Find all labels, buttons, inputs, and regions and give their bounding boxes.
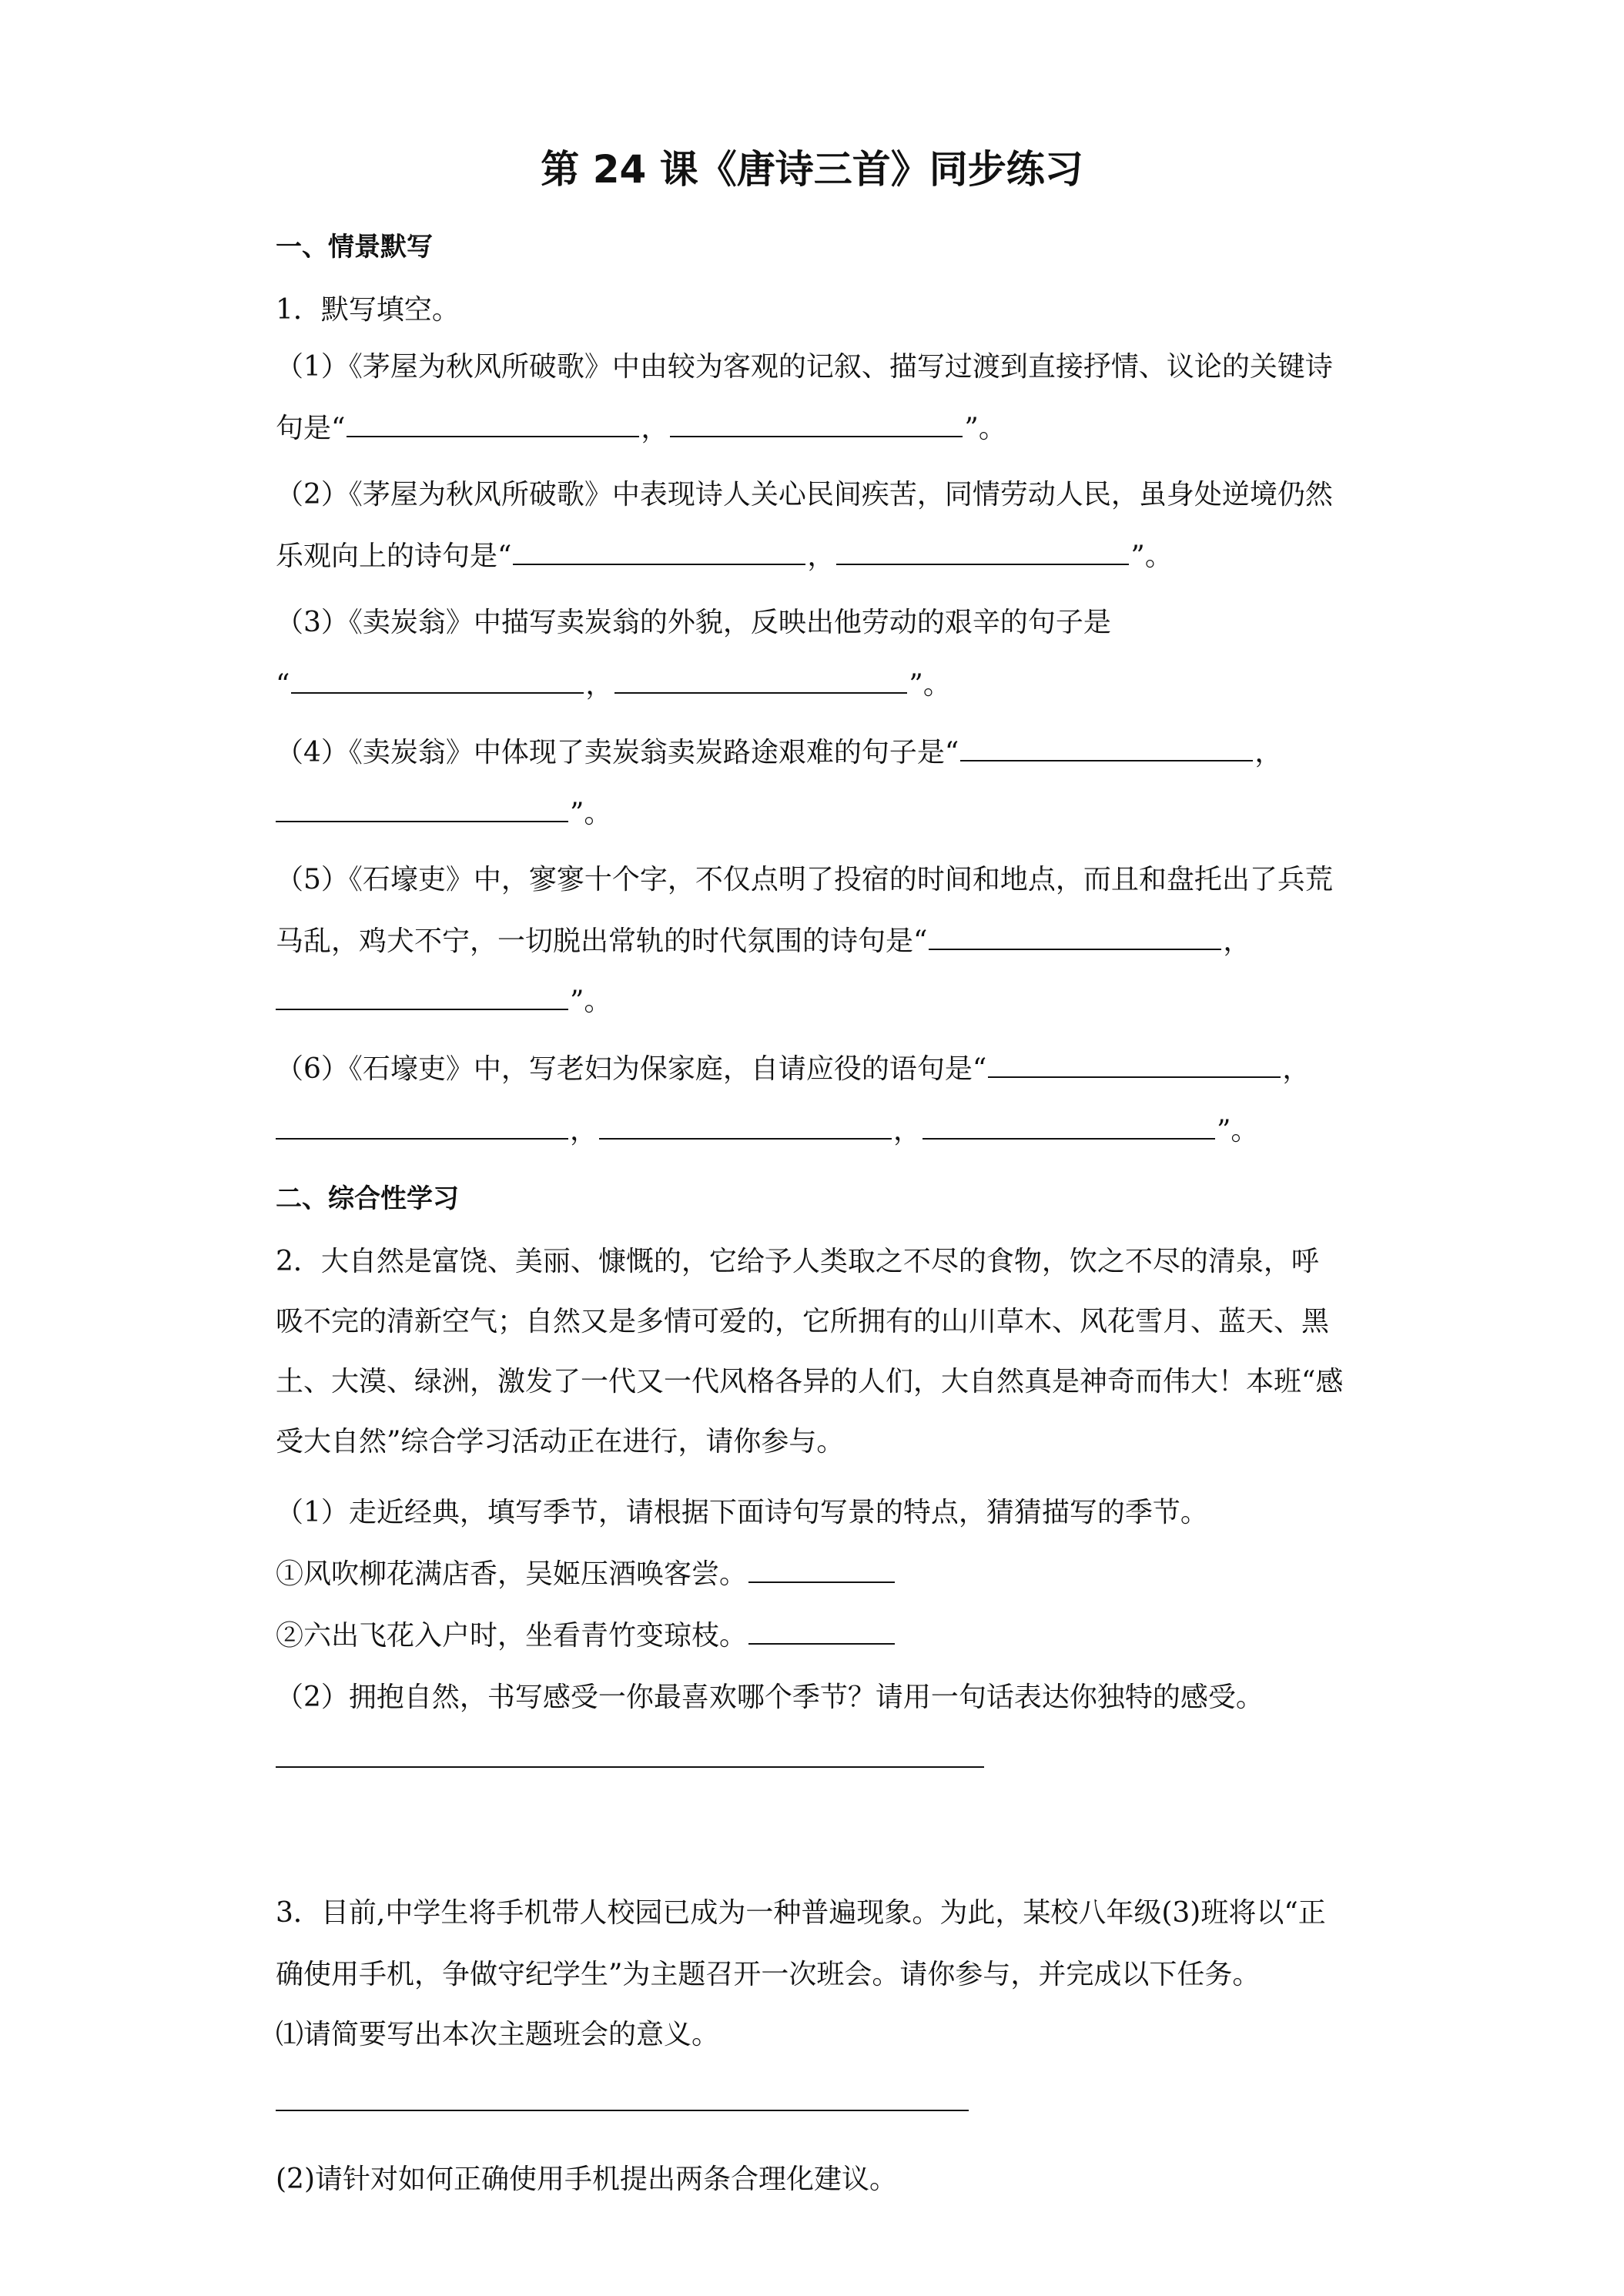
q1-part3-line2 <box>276 664 951 705</box>
q2-line1: 2．大自然是富饶、美丽、慷慨的，它给予人类取之不尽的食物，饮之不尽的清泉，呼 <box>276 1246 1319 1277</box>
section-heading-comprehensive: 二、综合性学习 <box>276 1183 459 1214</box>
season-blank[interactable] <box>748 1615 895 1645</box>
answer-blank[interactable] <box>836 536 1129 565</box>
answer-blank[interactable] <box>291 664 584 694</box>
q1-part2-prefix: 乐观向上的诗句是“ <box>276 541 512 572</box>
closing-quote: ”。 <box>570 798 612 829</box>
q2-line4: 受大自然”综合学习活动正在进行，请你参与。 <box>276 1426 845 1458</box>
closing-quote: ”。 <box>1217 1115 1259 1146</box>
q2-sub1: （1）走近经典，填写季节，请根据下面诗句写景的特点，猜猜描写的季节。 <box>276 1497 1208 1528</box>
closing-quote: ”。 <box>964 413 1006 444</box>
page-title: 第 24 课《唐诗三首》同步练习 <box>541 147 1083 192</box>
q1-part3-line1: （3）《卖炭翁》中描写卖炭翁的外貌，反映出他劳动的艰辛的句子是 <box>276 607 1111 638</box>
q1-part6-line1 <box>276 1049 1310 1089</box>
q1-part1-line1: （1）《茅屋为秋风所破歌》中由较为客观的记叙、描写过渡到直接抒情、议论的关键诗 <box>276 351 1333 383</box>
q1-part5-line1: （5）《石壕吏》中，寥寥十个字，不仅点明了投宿的时间和地点，而且和盘托出了兵荒 <box>276 864 1333 895</box>
q2-item2 <box>276 1615 896 1655</box>
question-1-stem: 1．默写填空。 <box>276 294 460 326</box>
q1-part3-prefix: “ <box>276 669 290 701</box>
answer-blank[interactable] <box>347 408 639 437</box>
answer-line[interactable] <box>276 2110 969 2111</box>
q2-sub2: （2）拥抱自然，书写感受一你最喜欢哪个季节？请用一句话表达你独特的感受。 <box>276 1682 1264 1713</box>
answer-blank[interactable] <box>276 1110 568 1140</box>
q1-part6-line2 <box>276 1110 1258 1150</box>
comma: ， <box>1223 925 1251 957</box>
q2-line3: 土、大漠、绿洲，激发了一代又一代风格各异的人们，大自然真是神奇而伟大！本班“感 <box>276 1366 1344 1397</box>
q1-part2-line1: （2）《茅屋为秋风所破歌》中表现诗人关心民间疾苦，同情劳动人民，虽身处逆境仍然 <box>276 479 1333 510</box>
q1-part2-line2 <box>276 536 1173 576</box>
comma: ， <box>1282 1053 1311 1085</box>
comma: ， <box>570 1115 598 1146</box>
q2-line2: 吸不完的清新空气；自然又是多情可爱的，它所拥有的山川草木、风花雪月、蓝天、黑 <box>276 1306 1330 1337</box>
answer-blank[interactable] <box>276 793 568 822</box>
answer-blank[interactable] <box>670 408 963 437</box>
section-heading-dictation: 一、情景默写 <box>276 232 433 263</box>
q1-part4-prefix: （4）《卖炭翁》中体现了卖炭翁卖炭路途艰难的句子是“ <box>276 737 959 768</box>
poem-line: ②六出飞花入户时，坐看青竹变琼枝。 <box>276 1620 748 1652</box>
season-blank[interactable] <box>748 1554 895 1583</box>
closing-quote: ”。 <box>1130 541 1173 572</box>
q1-part4-line1 <box>276 732 1282 772</box>
answer-blank[interactable] <box>988 1049 1281 1078</box>
poem-line: ①风吹柳花满店香，吴姬压酒唤客尝。 <box>276 1558 748 1590</box>
closing-quote: ”。 <box>570 986 612 1017</box>
q1-part5-line3 <box>276 981 611 1021</box>
answer-blank[interactable] <box>513 536 805 565</box>
comma: ， <box>1254 737 1283 768</box>
answer-blank[interactable] <box>960 732 1253 761</box>
answer-blank[interactable] <box>276 981 568 1010</box>
q1-part5-line2 <box>276 921 1251 961</box>
q1-part6-prefix: （6）《石壕吏》中，写老妇为保家庭，自请应役的语句是“ <box>276 1053 987 1085</box>
q3-sub1: ⑴请简要写出本次主题班会的意义。 <box>276 2019 720 2050</box>
comma: ， <box>807 541 835 572</box>
comma: ， <box>585 669 614 701</box>
q1-part4-line2 <box>276 793 611 833</box>
answer-blank[interactable] <box>922 1110 1215 1140</box>
answer-blank[interactable] <box>614 664 907 694</box>
answer-line[interactable] <box>276 1766 984 1768</box>
answer-blank[interactable] <box>599 1110 892 1140</box>
closing-quote: ”。 <box>909 669 951 701</box>
answer-blank[interactable] <box>929 921 1221 950</box>
q3-sub2: (2)请针对如何正确使用手机提出两条合理化建议。 <box>276 2164 897 2195</box>
q1-part1-line2 <box>276 408 1006 448</box>
q3-line2: 确使用手机，争做守纪学生”为主题召开一次班会。请你参与，并完成以下任务。 <box>276 1959 1261 1990</box>
q1-part1-prefix: 句是“ <box>276 413 346 444</box>
q1-part5-prefix: 马乱，鸡犬不宁，一切脱出常轨的时代氛围的诗句是“ <box>276 925 928 957</box>
comma: ， <box>641 413 669 444</box>
q2-item1 <box>276 1554 896 1594</box>
q3-line1: 3．目前,中学生将手机带人校园已成为一种普遍现象。为此，某校八年级(3)班将以“正 <box>276 1897 1326 1929</box>
comma: ， <box>893 1115 922 1146</box>
